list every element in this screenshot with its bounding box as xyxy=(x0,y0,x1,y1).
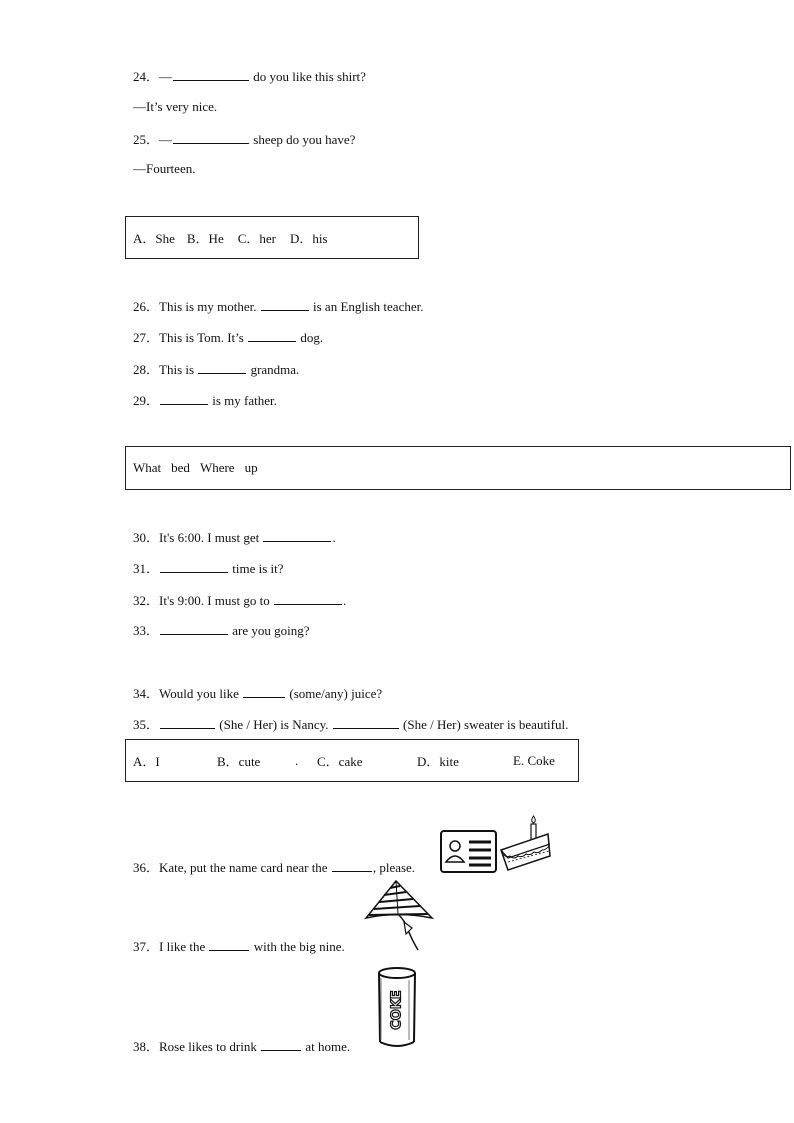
question-27 xyxy=(133,329,323,346)
answer-blank[interactable] xyxy=(248,329,296,342)
question-24 xyxy=(133,68,366,85)
answer-blank[interactable] xyxy=(274,592,342,605)
question-text: time is it? xyxy=(229,561,284,576)
question-text: It's 6:00. I must get xyxy=(159,530,263,545)
name-card-icon xyxy=(440,830,498,874)
question-text: This is my mother. xyxy=(159,299,260,314)
question-30 xyxy=(133,529,336,546)
question-text: (some/any) juice? xyxy=(286,686,383,701)
question-number: 28． xyxy=(133,362,160,377)
options-box-words xyxy=(125,739,579,782)
option-d: D．his xyxy=(290,231,328,246)
answer-blank[interactable] xyxy=(263,529,331,542)
question-text: Kate, put the name card near the xyxy=(159,860,331,875)
question-text: with the big nine. xyxy=(250,939,345,954)
answer-blank[interactable] xyxy=(160,622,228,635)
question-number: 34． xyxy=(133,686,160,701)
question-34 xyxy=(133,685,382,702)
question-text: sheep do you have? xyxy=(250,132,356,147)
question-33 xyxy=(133,622,310,639)
question-text: This is Tom. It’s xyxy=(159,330,248,345)
question-number: 30． xyxy=(133,530,160,545)
cake-icon xyxy=(498,814,554,874)
question-text: are you going? xyxy=(229,623,310,638)
question-number: 24． xyxy=(133,69,160,84)
dialogue-reply-25: —Fourteen. xyxy=(133,161,196,176)
question-text: (She / Her) sweater is beautiful. xyxy=(399,717,569,732)
answer-blank[interactable] xyxy=(243,685,285,698)
question-28 xyxy=(133,361,299,378)
question-text: Would you like xyxy=(159,686,243,701)
word-bank-item: up xyxy=(244,460,258,475)
word-bank-item: Where xyxy=(199,460,235,475)
answer-blank[interactable] xyxy=(261,298,309,311)
question-text: . xyxy=(342,593,347,608)
question-text: (She / Her) is Nancy. xyxy=(216,717,332,732)
answer-blank[interactable] xyxy=(160,716,215,729)
question-prefix: — xyxy=(159,132,173,147)
question-number: 25． xyxy=(133,132,160,147)
answer-blank[interactable] xyxy=(160,392,208,405)
answer-blank[interactable] xyxy=(332,859,372,872)
question-text: at home. xyxy=(302,1039,351,1054)
question-number: 36． xyxy=(133,860,160,875)
answer-blank[interactable] xyxy=(173,68,249,81)
word-bank-box xyxy=(125,446,791,490)
question-text: . xyxy=(332,530,336,545)
options-box-pronouns xyxy=(125,216,419,259)
option-e: E. Coke xyxy=(513,752,555,768)
question-29 xyxy=(133,392,277,409)
option-a: A．I xyxy=(133,754,160,769)
question-text: It's 9:00. I must go to xyxy=(159,593,273,608)
kite-icon xyxy=(362,878,438,954)
dialogue-reply-24: —It’s very nice. xyxy=(133,99,218,114)
question-38 xyxy=(133,1038,350,1055)
question-text: dog. xyxy=(297,330,324,345)
option-c: C．her xyxy=(237,231,277,246)
question-prefix: — xyxy=(159,69,173,84)
question-number: 37． xyxy=(133,939,160,954)
option-a: A．She xyxy=(133,231,175,246)
answer-blank[interactable] xyxy=(160,560,228,573)
answer-blank[interactable] xyxy=(198,361,246,374)
answer-blank[interactable] xyxy=(333,716,399,729)
coke-can-icon xyxy=(375,964,421,1052)
question-text: is my father. xyxy=(209,393,277,408)
question-text: , please. xyxy=(372,860,416,875)
question-32 xyxy=(133,592,346,609)
question-number: 27． xyxy=(133,330,160,345)
option-c: C．cake xyxy=(317,754,363,769)
question-number: 26． xyxy=(133,299,160,314)
question-26 xyxy=(133,298,423,315)
word-bank-item: bed xyxy=(171,460,190,475)
question-text: is an English teacher. xyxy=(309,299,424,314)
option-b: B．cute xyxy=(217,754,261,769)
question-35 xyxy=(133,716,568,733)
answer-blank[interactable] xyxy=(209,938,249,951)
question-25 xyxy=(133,131,355,148)
question-number: 32． xyxy=(133,593,160,608)
question-text: do you like this shirt? xyxy=(250,69,366,84)
question-37 xyxy=(133,938,345,955)
option-d: D．kite xyxy=(417,754,459,769)
answer-blank[interactable] xyxy=(261,1038,301,1051)
question-number: 33． xyxy=(133,623,160,638)
answer-blank[interactable] xyxy=(173,131,249,144)
coke-label: COKE xyxy=(389,990,405,1030)
question-31 xyxy=(133,560,284,577)
question-text: grandma. xyxy=(247,362,300,377)
question-number: 38． xyxy=(133,1039,160,1054)
question-number: 31． xyxy=(133,561,160,576)
question-number: 35． xyxy=(133,717,160,732)
question-text: Rose likes to drink xyxy=(159,1039,261,1054)
word-bank-item: What xyxy=(133,460,162,475)
question-number: 29． xyxy=(133,393,160,408)
option-b: B．He xyxy=(186,231,224,246)
question-text: This is xyxy=(159,362,198,377)
question-36 xyxy=(133,859,415,876)
stray-dot: . xyxy=(295,752,299,768)
question-text: I like the xyxy=(159,939,209,954)
